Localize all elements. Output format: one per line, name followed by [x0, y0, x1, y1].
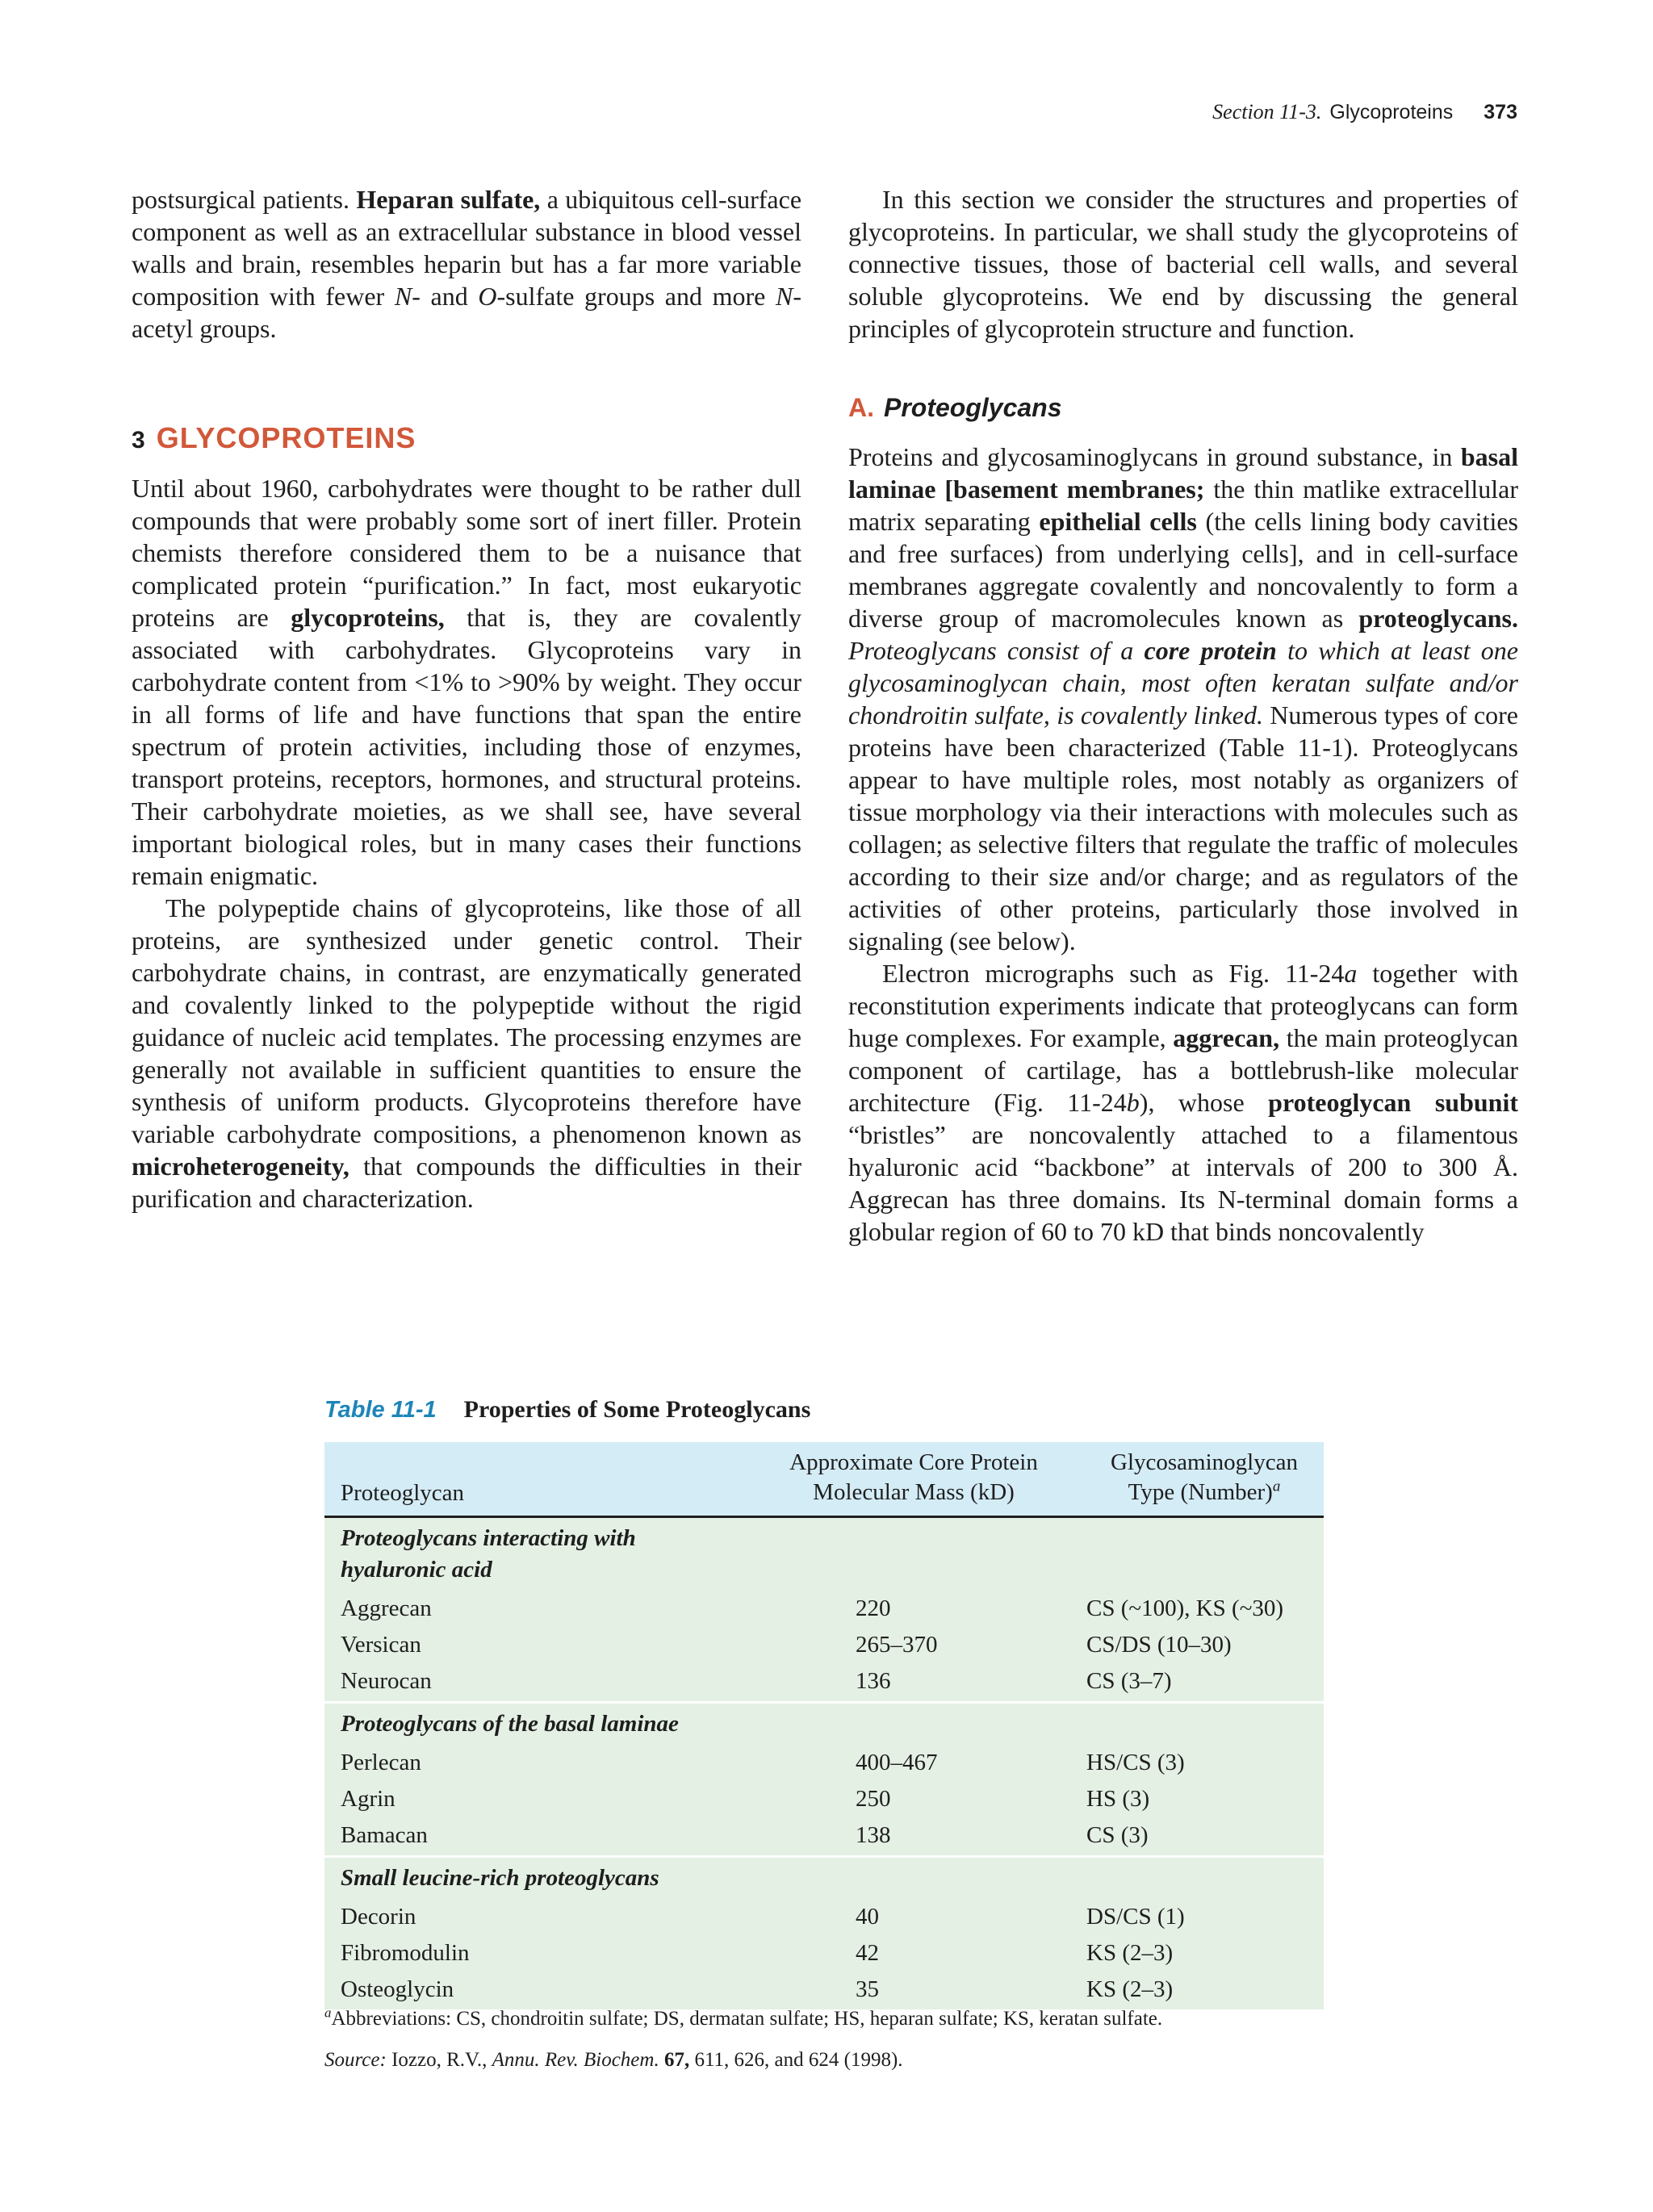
- text-run: postsurgical patients.: [132, 185, 357, 214]
- cell-glycosaminoglycan: HS/CS (3): [1086, 1750, 1185, 1775]
- table-caption: [324, 1396, 810, 1424]
- table-row: [324, 1743, 1324, 1779]
- table-row: [324, 1816, 1324, 1852]
- bold-italic-run: [1144, 636, 1276, 665]
- cell-molecular-mass: 136: [856, 1668, 891, 1694]
- left-column-body: [132, 472, 801, 1215]
- source-label: Source:: [324, 2049, 387, 2071]
- paragraph: [848, 957, 1518, 1248]
- source-pages: 611, 626, and 624 (1998).: [689, 2049, 903, 2071]
- footnote-text: Abbreviations: CS, chondroitin sulfate; DS, dermatan sulfate; HS, heparan sulfate; KS, keratan sulfate.: [331, 2008, 1163, 2030]
- text-run: -sulfate groups and more: [496, 282, 776, 311]
- page-number: 373: [1484, 101, 1517, 123]
- cell-glycosaminoglycan: DS/CS (1): [1086, 1904, 1185, 1930]
- italic-text: to which at least one glycosaminoglycan chain, most often keratan sulfate and/or chondroitin sulfate, is covalently linked.: [848, 636, 1519, 730]
- cell-glycosaminoglycan: CS (3): [1086, 1822, 1149, 1848]
- italic-text: Proteoglycans consist of a: [848, 636, 1145, 665]
- subsection-title: Proteoglycans: [884, 393, 1062, 422]
- cell-proteoglycan: Decorin: [341, 1904, 416, 1930]
- header-mass-line1: Approximate Core Protein: [789, 1449, 1038, 1475]
- group-title-line: Proteoglycans of the basal laminae: [341, 1711, 679, 1737]
- right-column-intro: [848, 183, 1518, 345]
- text-run: Until about 1960, carbohydrates were thought to be rather dull compounds that were probably some sort of inert filler. Protein chemists therefore considered them to be a nuisance that complicated protein “purification.” In fact, most eukaryotic proteins are: [132, 474, 801, 632]
- table-row: [324, 1589, 1324, 1625]
- paragraph: [848, 441, 1518, 957]
- cell-molecular-mass: 138: [856, 1822, 891, 1848]
- header-mass-line2: Molecular Mass (kD): [813, 1479, 1015, 1505]
- cell-proteoglycan: Fibromodulin: [341, 1940, 470, 1966]
- header-proteoglycan: Proteoglycan: [341, 1480, 465, 1506]
- bold-term: glycoproteins,: [291, 603, 445, 632]
- table-row: [324, 1934, 1324, 1970]
- group-title-line: Proteoglycans interacting with: [341, 1525, 636, 1551]
- table-group-title: [324, 1523, 1324, 1589]
- cell-proteoglycan: Agrin: [341, 1786, 395, 1812]
- header-gag-line2: [1083, 1478, 1325, 1507]
- table-group-title: [324, 1708, 1324, 1743]
- paragraph: [132, 472, 801, 892]
- paragraph: [848, 183, 1518, 345]
- bold-term: Heparan sulfate,: [356, 185, 541, 214]
- table-row: [324, 1662, 1324, 1698]
- table-title: Properties of Some Proteoglycans: [463, 1396, 811, 1423]
- italic-text: N: [776, 282, 793, 311]
- emphasis-text: core protein: [1144, 636, 1277, 665]
- header-molecular-mass: [752, 1448, 1075, 1507]
- source-volume: 67,: [659, 2049, 690, 2071]
- table-footnote-source: [324, 2049, 1454, 2072]
- text-run: that compounds the difficulties in their purification and characterization.: [132, 1152, 801, 1213]
- text-run: The polypeptide chains of glycoproteins, like those of all proteins, are synthesized under genetic control. Their carbohydrate chains, in contrast, are enzymatically generated and covalently linked to the polypeptide without the rigid guidance of nucleic acid templates. The processing enzymes are generally not available in sufficient quantities to ensure the synthesis of uniform products. Glycoproteins therefore have variable carbohydrate compositions, a phenomenon known as: [132, 893, 801, 1148]
- bold-term: microheterogeneity,: [132, 1152, 349, 1181]
- text-run: the thin matlike extracellular matrix separating: [848, 475, 1519, 536]
- table-footnote-abbreviations: [324, 2005, 1454, 2030]
- cell-proteoglycan: Bamacan: [341, 1822, 428, 1848]
- table-group: [324, 1704, 1324, 1858]
- text-run: ), whose: [1139, 1088, 1269, 1117]
- cell-molecular-mass: 250: [856, 1786, 891, 1812]
- left-column-intro: [132, 183, 801, 345]
- table-group-title: [324, 1863, 1324, 1897]
- cell-glycosaminoglycan: KS (2–3): [1086, 1940, 1174, 1966]
- table-group: [324, 1518, 1324, 1704]
- text-run: -acetyl groups.: [132, 282, 802, 343]
- section-number: 3: [132, 427, 145, 454]
- cell-glycosaminoglycan: CS (3–7): [1086, 1668, 1172, 1694]
- text-run: Proteins and glycosaminoglycans in ground substance, in: [848, 442, 1461, 471]
- table-row: [324, 1779, 1324, 1816]
- section-title: GLYCOPROTEINS: [156, 421, 416, 454]
- table-body: [324, 1518, 1324, 2009]
- subsection-letter: A.: [848, 393, 874, 422]
- bold-term: aggrecan,: [1173, 1023, 1280, 1052]
- source-author: Iozzo, R.V.,: [386, 2049, 492, 2071]
- footnote-marker: a: [324, 2005, 332, 2021]
- italic-text: b: [1126, 1088, 1140, 1117]
- bold-term: epithelial cells: [1039, 507, 1197, 536]
- table-row: [324, 1970, 1324, 2006]
- table-row: [324, 1897, 1324, 1934]
- section-heading: [132, 421, 416, 455]
- text-run: that is, they are covalently associated with carbohydrates. Glycoproteins vary in carbohydrate content from <1% to >90% by weight. They occur in all forms of life and have functions that span the entire spectrum of protein activities, including those of enzymes, transport proteins, receptors, hormones, and structural proteins. Their carbohydrate moieties, as we shall see, have several important biological roles, but in many cases their functions remain enigmatic.: [132, 603, 802, 890]
- cell-glycosaminoglycan: CS/DS (10–30): [1086, 1632, 1232, 1658]
- cell-molecular-mass: 42: [856, 1940, 879, 1966]
- text-run: the main proteoglycan component of cartilage, has a bottlebrush-like molecular architecture (Fig. 11-24: [848, 1023, 1518, 1117]
- text-run: a ubiquitous cell-surface component as well as an extracellular substance in blood vessel walls and brain, resembles heparin but has a far more variable composition with fewer: [132, 185, 802, 311]
- paragraph: [132, 892, 801, 1215]
- proteoglycan-table: [324, 1442, 1324, 2009]
- cell-proteoglycan: Neurocan: [341, 1668, 432, 1694]
- text-run: In this section we consider the structures and properties of glycoproteins. In particular, we shall study the glycoproteins of connective tissues, those of bacterial cell walls, and several soluble glycoproteins. We end by discussing the general principles of glycoprotein structure and function.: [848, 185, 1518, 343]
- source-journal: Annu. Rev. Biochem.: [492, 2049, 659, 2071]
- cell-proteoglycan: Aggrecan: [341, 1595, 432, 1621]
- cell-proteoglycan: Versican: [341, 1632, 421, 1658]
- group-title-line: Small leucine-rich proteoglycans: [341, 1865, 659, 1891]
- text-run: Numerous types of core proteins have been characterized (Table 11-1). Proteoglycans appear to have multiple roles, most notably as organizers of tissue morphology via their interactions with molecules such as collagen; as selective filters that regulate the traffic of molecules according to their size and/or charge; and as regulators of the activities of other proteins, particularly those involved in signaling (see below).: [848, 700, 1518, 955]
- cell-molecular-mass: 220: [856, 1595, 891, 1621]
- cell-glycosaminoglycan: CS (~100), KS (~30): [1086, 1595, 1284, 1621]
- right-column-body: [848, 441, 1518, 1248]
- text-run: - and: [412, 282, 479, 311]
- header-gag-line2-text: Type (Number): [1128, 1479, 1273, 1505]
- cell-molecular-mass: 265–370: [856, 1632, 938, 1658]
- italic-text: O: [478, 282, 497, 311]
- cell-molecular-mass: 400–467: [856, 1750, 938, 1775]
- paragraph: [132, 183, 801, 345]
- text-run: together with reconstitution experiments indicate that proteoglycans can form huge complexes. For example,: [848, 959, 1518, 1052]
- table-row: [324, 1625, 1324, 1662]
- italic-text: N: [394, 282, 412, 311]
- text-run: (the cells lining body cavities and free surfaces) from underlying cells], and in cell-surface membranes aggregate covalently and noncovalently to form a diverse group of macromolecules known as: [848, 507, 1519, 633]
- group-title-line: hyaluronic acid: [341, 1557, 492, 1583]
- cell-proteoglycan: Osteoglycin: [341, 1976, 454, 2002]
- header-gag-line1: Glycosaminoglycan: [1111, 1449, 1298, 1475]
- bold-term: proteoglycan subunit: [1268, 1088, 1519, 1117]
- bold-term: proteoglycans.: [1358, 604, 1518, 633]
- text-run: Electron micrographs such as Fig. 11-24: [882, 959, 1345, 988]
- italic-text: a: [1344, 959, 1358, 988]
- text-run: “bristles” are noncovalently attached to a filamentous hyaluronic acid “backbone” at intervals of 200 to 300 Å. Aggrecan has three domains. Its N-terminal domain forms a globular region of 60 to 70 kD that binds noncovalently: [848, 1120, 1518, 1246]
- table-group: [324, 1858, 1324, 2009]
- cell-proteoglycan: Perlecan: [341, 1750, 421, 1775]
- subsection-heading: [848, 393, 1062, 423]
- table-header: [324, 1442, 1324, 1518]
- table-label: Table 11-1: [324, 1397, 437, 1423]
- running-head-section: Section 11-3.: [1212, 100, 1322, 123]
- cell-molecular-mass: 35: [856, 1976, 879, 2002]
- running-head-title: Glycoproteins: [1329, 101, 1454, 123]
- header-glycosaminoglycan: [1083, 1448, 1325, 1507]
- footnote-marker: a: [1272, 1478, 1281, 1495]
- bold-term: basal laminae [basement membranes;: [848, 442, 1518, 504]
- cell-glycosaminoglycan: KS (2–3): [1086, 1976, 1174, 2002]
- running-head: [1212, 100, 1517, 124]
- cell-glycosaminoglycan: HS (3): [1086, 1786, 1150, 1812]
- cell-molecular-mass: 40: [856, 1904, 879, 1930]
